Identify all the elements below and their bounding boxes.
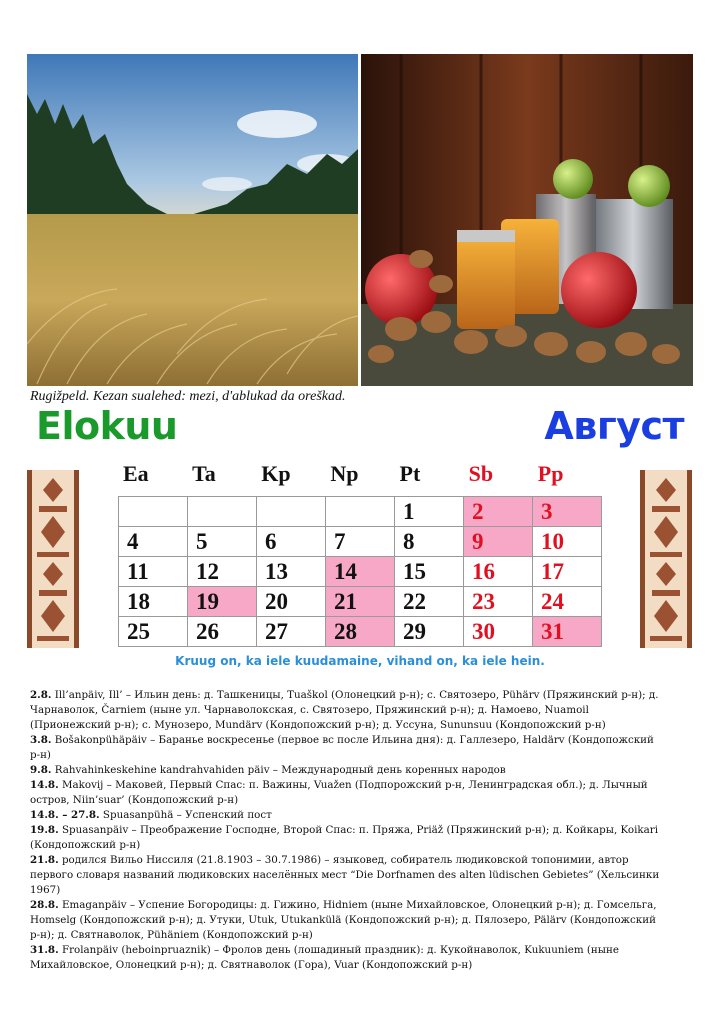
calendar-day: 20 (257, 587, 326, 617)
holiday-note-date: 21.8. (30, 854, 59, 866)
calendar-week (119, 497, 602, 527)
month-title-finnic: Elokuu (36, 404, 178, 448)
harvest-still-life-photo (361, 54, 693, 386)
calendar-week (119, 587, 602, 617)
calendar-day: 6 (257, 527, 326, 557)
calendar-day: 10 (533, 527, 602, 557)
calendar-day: 29 (395, 617, 464, 647)
calendar-day: 21 (326, 587, 395, 617)
holiday-notes (30, 688, 666, 973)
holiday-note (30, 853, 666, 898)
calendar-day (326, 497, 395, 527)
weekday-sun: Pp (537, 461, 564, 486)
holiday-note-date: 14.8. – 27.8. (30, 809, 100, 821)
weekday-fri: Pt (399, 461, 421, 486)
holiday-note (30, 898, 666, 943)
holiday-note (30, 808, 666, 823)
calendar-day: 25 (119, 617, 188, 647)
calendar-day: 12 (188, 557, 257, 587)
weekday-header (118, 458, 602, 496)
holiday-note-date: 9.8. (30, 764, 52, 776)
calendar-day: 15 (395, 557, 464, 587)
holiday-note-date: 19.8. (30, 824, 59, 836)
calendar-day: 27 (257, 617, 326, 647)
holiday-note-text: Rahvahinkeskehine kandrahvahiden päiv – Международный день коренных народов (51, 764, 506, 776)
calendar-day: 1 (395, 497, 464, 527)
holiday-note (30, 688, 666, 733)
holiday-note (30, 733, 666, 763)
month-title-russian: Август (544, 404, 684, 448)
calendar-day: 2 (464, 497, 533, 527)
calendar-day: 18 (119, 587, 188, 617)
holiday-note (30, 823, 666, 853)
holiday-note-text: Emaganpäiv – Успение Богородицы: д. Гижино, Hidniem (ныне Михайловское, Олонецкий р-н); д. Гомсельга, Homselg (Кондопожский р-н); д. Утуки, Utuk, Utukankülä (Кондопожский р-н); д. Пялозеро, Pälärv (Кондопожский р-н); д. Святнаволок, Pühäniem (Кондопожский р-н) (30, 899, 657, 941)
calendar-day: 26 (188, 617, 257, 647)
rye-field-photo (27, 54, 358, 386)
holiday-note-date: 28.8. (30, 899, 59, 911)
calendar-day: 24 (533, 587, 602, 617)
calendar-grid (118, 496, 602, 647)
embroidery-ornament-left (27, 470, 79, 648)
calendar-day: 14 (326, 557, 395, 587)
calendar-day: 19 (188, 587, 257, 617)
calendar-week (119, 617, 602, 647)
calendar-day: 8 (395, 527, 464, 557)
holiday-note-date: 14.8. (30, 779, 59, 791)
calendar-day (119, 497, 188, 527)
calendar-day: 22 (395, 587, 464, 617)
calendar-day: 5 (188, 527, 257, 557)
calendar-day: 4 (119, 527, 188, 557)
calendar-week (119, 527, 602, 557)
calendar-day: 30 (464, 617, 533, 647)
calendar-day: 17 (533, 557, 602, 587)
calendar-day: 7 (326, 527, 395, 557)
photo-caption: Rugižpeld. Kezan sualehed: mezi, d'ablukad da oreškad. (30, 389, 346, 404)
calendar-day (188, 497, 257, 527)
calendar-week (119, 557, 602, 587)
holiday-note-text: Spuasanpäiv – Преображение Господне, Второй Спас: п. Пряжа, Priäž (Пряжинский р-н); д. Койкары, Koikari (Кондопожский р-н) (30, 824, 658, 851)
holiday-note-date: 31.8. (30, 944, 59, 956)
embroidery-ornament-right (640, 470, 692, 648)
weekday-thu: Np (330, 461, 359, 486)
holiday-note-text: Frolanpäiv (heboinpruaznik) – Фролов день (лошадиный праздник): д. Кукойнаволок, Kukuuniem (ныне Михайловское, Олонецкий р-н); д. Святнаволок (Гора), Vuar (Кондопожский р-н) (30, 944, 619, 971)
weekday-wed: Kp (261, 461, 291, 486)
calendar-day: 3 (533, 497, 602, 527)
holiday-note-text: Ill’anpäiv, Ill’ – Ильин день: д. Ташкеницы, Tuaškol (Олонецкий р-н); с. Святозеро, Pühärv (Пряжинский р-н); д. Чарнаволок, Čarniem (ныне ул. Чарнаволокская, с. Святозеро, Пряжинский р-н); д. Намоево, Nuamoil (Прионежский р-н); с. Мунозеро, Mundärv (Кондопожский р-н); д. Уссуна, Sununsuu (Кондопожский р-н) (30, 689, 659, 731)
weekday-tue: Ta (192, 461, 216, 486)
calendar-day: 28 (326, 617, 395, 647)
weekday-mon: Ea (123, 461, 149, 486)
holiday-note-text: Spuasanpühä – Успенский пост (99, 809, 272, 821)
holiday-note-date: 3.8. (30, 734, 52, 746)
holiday-note-text: родился Вильо Ниссиля (21.8.1903 – 30.7.1986) – языковед, собиратель людиковской топонимии, автор первого словаря названий людиковских населённых мест “Die Dorfnamen des alten lüdischen Gebietes” (Хельсинки 1967) (30, 854, 660, 896)
holiday-note (30, 778, 666, 808)
proverb: Kruug on, ka iele kuudamaine, vihand on, ka iele hein. (175, 654, 545, 668)
calendar-day: 9 (464, 527, 533, 557)
calendar-day: 11 (119, 557, 188, 587)
holiday-note (30, 943, 666, 973)
calendar-day: 16 (464, 557, 533, 587)
calendar-day: 23 (464, 587, 533, 617)
calendar-day (257, 497, 326, 527)
holiday-note (30, 763, 666, 778)
holiday-note-text: Bošakonpühäpäiv – Баранье воскресенье (первое вс после Ильина дня): д. Галлезеро, Haldärv (Кондопожский р-н) (30, 734, 654, 761)
holiday-note-date: 2.8. (30, 689, 52, 701)
calendar-day: 13 (257, 557, 326, 587)
calendar-day: 31 (533, 617, 602, 647)
holiday-note-text: Makovij – Маковей, Первый Спас: п. Важины, Vuažen (Подпорожский р-н, Ленинградская обл.); д. Лычный остров, Niin’suar’ (Кондопожский р-н) (30, 779, 648, 806)
weekday-sat: Sb (468, 461, 494, 486)
